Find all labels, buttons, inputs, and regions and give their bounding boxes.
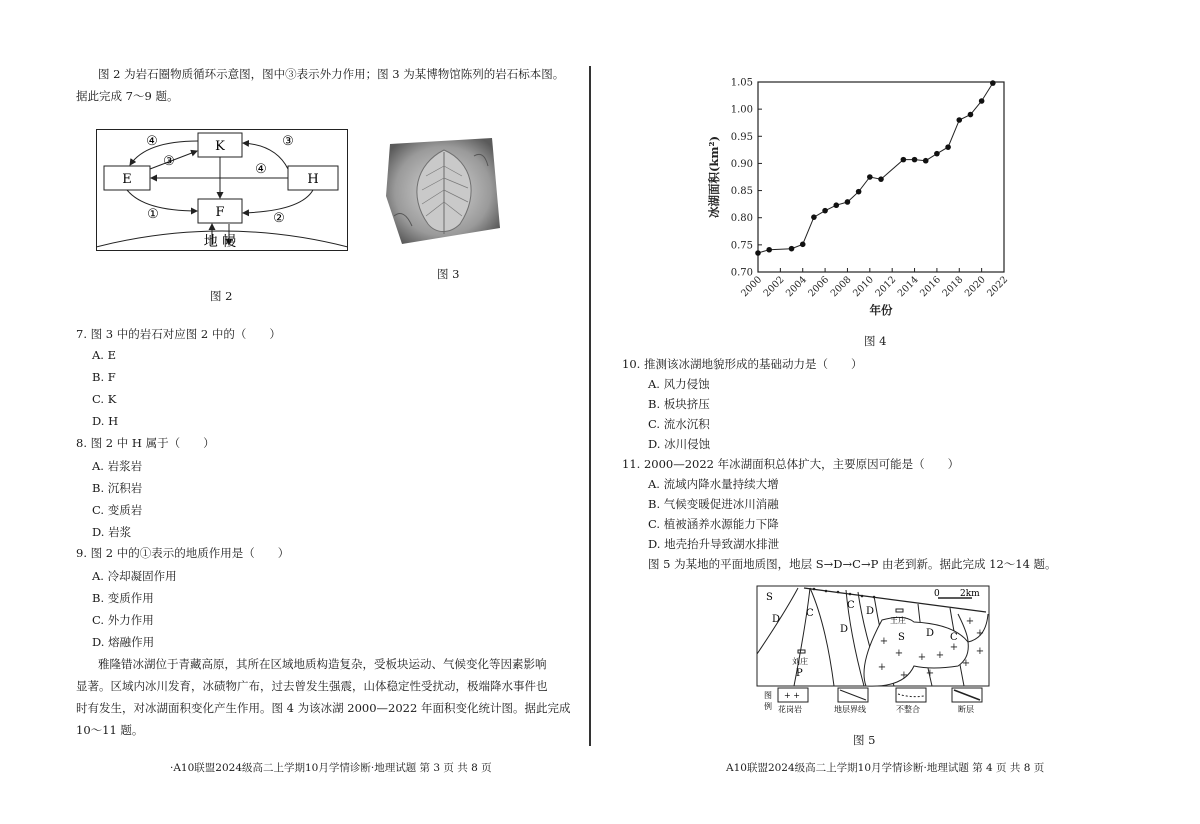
legend-unconformity: 不整合 <box>896 705 920 714</box>
y-tick-label: 1.05 <box>730 77 753 89</box>
x-tick-label: 2002 <box>761 274 787 300</box>
stratum-d-1: D <box>772 614 781 625</box>
label-e: E <box>122 172 132 187</box>
x-tick-label: 2016 <box>918 274 944 300</box>
page-divider <box>589 66 591 746</box>
fig2-caption: 图 2 <box>210 289 233 303</box>
svg-text:+: + <box>975 628 985 639</box>
x-tick-label: 2020 <box>962 274 988 300</box>
svg-text:+: + <box>925 668 935 679</box>
legend-fault: 断层 <box>958 705 974 714</box>
legend-granite: 花岗岩 <box>778 705 802 714</box>
fig4-caption: 图 4 <box>864 334 887 348</box>
data-point <box>912 157 918 163</box>
q9-option-a[interactable]: A. 冷却凝固作用 <box>92 569 177 583</box>
data-point <box>856 189 862 195</box>
data-point <box>923 158 929 164</box>
fig5-intro: 图 5 为某地的平面地质图，地层 S→D→C→P 由老到新。据此完成 12～14 题。 <box>648 557 1057 571</box>
y-tick-label: 0.95 <box>730 131 753 143</box>
data-point <box>867 174 873 180</box>
data-point <box>766 247 772 253</box>
q10-option-c[interactable]: C. 流水沉积 <box>648 417 710 431</box>
paragraph-line-2: 显著。区域内冰川发育，冰碛物广布，过去曾发生强震，山体稳定性受扰动，极端降水事件也 <box>76 679 548 693</box>
stratum-p: P <box>796 668 803 679</box>
y-tick-label: 0.90 <box>730 158 753 170</box>
data-point <box>811 214 817 220</box>
wangzhuang-label: 王庄 <box>890 616 906 625</box>
q10-stem: 10. 推测该冰湖地貌形成的基础动力是（ ） <box>622 357 863 371</box>
data-point <box>833 202 839 208</box>
circled-4-mid: ④ <box>255 162 267 177</box>
circled-3-right: ③ <box>282 134 294 149</box>
q7-option-a[interactable]: A. E <box>92 348 117 362</box>
left-footer: ·A10联盟2024级高二上学期10月学情诊断·地理试题 第 3 页 共 8 页 <box>170 762 492 774</box>
q8-option-b[interactable]: B. 沉积岩 <box>92 481 143 495</box>
data-point <box>968 112 974 118</box>
x-tick-label: 2010 <box>851 274 876 300</box>
q8-stem: 8. 图 2 中 H 属于（ ） <box>76 436 215 450</box>
circled-3-left: ③ <box>163 154 175 169</box>
fig5-caption: 图 5 <box>853 733 876 747</box>
q10-option-d[interactable]: D. 冰川侵蚀 <box>648 437 711 451</box>
y-tick-label: 1.00 <box>730 104 753 116</box>
stratum-c-2: C <box>847 600 855 611</box>
rock-specimen-image <box>384 136 502 246</box>
q11-option-d[interactable]: D. 地壳抬升导致湖水排泄 <box>648 537 780 551</box>
x-tick-label: 2012 <box>873 274 899 300</box>
svg-text:+: + <box>965 616 975 627</box>
q9-option-d[interactable]: D. 熔融作用 <box>92 635 155 649</box>
legend-title-1: 图 <box>764 691 772 700</box>
y-tick-label: 0.80 <box>730 213 753 225</box>
data-point <box>945 144 951 150</box>
x-tick-label: 2022 <box>985 274 1011 300</box>
data-point <box>956 117 962 123</box>
data-point <box>755 250 761 256</box>
svg-text:+: + <box>877 662 887 673</box>
label-f: F <box>215 205 225 220</box>
legend-boundary: 地层界线 <box>834 705 866 714</box>
svg-text:+: + <box>894 648 904 659</box>
y-axis-label: 冰湖面积(km²) <box>707 135 721 219</box>
scale-zero: 0 <box>934 589 940 599</box>
series-line <box>758 83 993 253</box>
data-point <box>845 199 851 205</box>
x-tick-label: 2006 <box>806 274 832 300</box>
svg-text:+: + <box>879 636 889 647</box>
svg-text:+: + <box>975 646 985 657</box>
x-tick-label: 2000 <box>739 274 765 300</box>
lake-area-chart <box>706 74 1020 322</box>
stratum-d-3: D <box>840 624 849 635</box>
svg-text:+: + <box>935 650 945 661</box>
mantle-label: 地 幔 <box>203 234 237 250</box>
x-axis-label: 年份 <box>869 303 893 317</box>
q7-option-d[interactable]: D. H <box>92 414 119 428</box>
label-h: H <box>307 172 319 187</box>
scale-2km: 2km <box>960 589 980 599</box>
fig3-caption: 图 3 <box>437 267 460 281</box>
svg-text:+: + <box>899 670 909 681</box>
paragraph-line-4: 10～11 题。 <box>76 723 144 737</box>
q11-option-a[interactable]: A. 流域内降水量持续大增 <box>648 477 779 491</box>
data-point <box>990 80 996 86</box>
stratum-s-2: S <box>898 632 905 643</box>
stratum-s-1: S <box>766 592 773 603</box>
q7-option-c[interactable]: C. K <box>92 392 117 406</box>
data-point <box>789 246 795 252</box>
stratum-d-2: D <box>866 606 875 617</box>
y-tick-label: 0.70 <box>730 267 753 279</box>
stratum-d-4: D <box>926 628 935 639</box>
x-tick-label: 2008 <box>828 274 854 300</box>
paragraph-line-1: 雅隆错冰湖位于青藏高原，其所在区域地质构造复杂，受板块运动、气候变化等因素影响 <box>98 657 547 671</box>
stratum-c-3: C <box>950 632 958 643</box>
liuzhuang-label: 刘庄 <box>792 657 808 666</box>
circled-4-top: ④ <box>146 134 158 149</box>
svg-text:+: + <box>917 652 927 663</box>
label-k: K <box>215 139 225 154</box>
data-point <box>878 176 884 182</box>
q8-option-d[interactable]: D. 岩浆 <box>92 525 132 539</box>
svg-text:+: + <box>961 658 971 669</box>
q7-option-b[interactable]: B. F <box>92 370 116 384</box>
x-tick-label: 2014 <box>895 274 921 300</box>
svg-text:+: + <box>949 642 959 653</box>
q8-option-c[interactable]: C. 变质岩 <box>92 503 143 517</box>
intro-text-line-1: 图 2 为岩石圈物质循环示意图，图中③表示外力作用；图 3 为某博物馆陈列的岩石标本图。 <box>98 67 565 81</box>
q10-option-a[interactable]: A. 风力侵蚀 <box>648 377 710 391</box>
q10-option-b[interactable]: B. 板块挤压 <box>648 397 710 411</box>
q8-option-a[interactable]: A. 岩浆岩 <box>92 459 143 473</box>
data-point <box>901 157 907 163</box>
q9-option-c[interactable]: C. 外力作用 <box>92 613 154 627</box>
y-tick-label: 0.75 <box>730 240 753 252</box>
rock-cycle-diagram <box>96 129 348 251</box>
geologic-map <box>754 584 990 718</box>
q9-stem: 9. 图 2 中的①表示的地质作用是（ ） <box>76 546 290 560</box>
intro-text-line-2: 据此完成 7～9 题。 <box>76 89 179 103</box>
q11-option-c[interactable]: C. 植被涵养水源能力下降 <box>648 517 779 531</box>
paragraph-line-3: 时有发生，对冰湖面积变化产生作用。图 4 为该冰湖 2000—2022 年面积变化统计图。据此完成 <box>76 701 571 715</box>
data-point <box>822 208 828 214</box>
right-footer: A10联盟2024级高二上学期10月学情诊断·地理试题 第 4 页 共 8 页 <box>726 762 1045 774</box>
legend-title-2: 例 <box>764 702 772 711</box>
data-point <box>979 98 985 104</box>
circled-1: ① <box>147 207 159 222</box>
x-tick-label: 2004 <box>783 274 809 300</box>
q11-option-b[interactable]: B. 气候变暖促进冰川消融 <box>648 497 779 511</box>
x-tick-label: 2018 <box>940 274 966 300</box>
svg-text:+ +: + + <box>784 691 800 700</box>
q11-stem: 11. 2000—2022 年冰湖面积总体扩大，主要原因可能是（ ） <box>622 457 960 471</box>
data-point <box>800 242 806 248</box>
y-tick-label: 0.85 <box>730 186 753 198</box>
stratum-c-1: C <box>806 608 814 619</box>
q9-option-b[interactable]: B. 变质作用 <box>92 591 154 605</box>
data-point <box>934 151 940 157</box>
q7-stem: 7. 图 3 中的岩石对应图 2 中的（ ） <box>76 327 281 341</box>
circled-2: ② <box>273 211 285 226</box>
